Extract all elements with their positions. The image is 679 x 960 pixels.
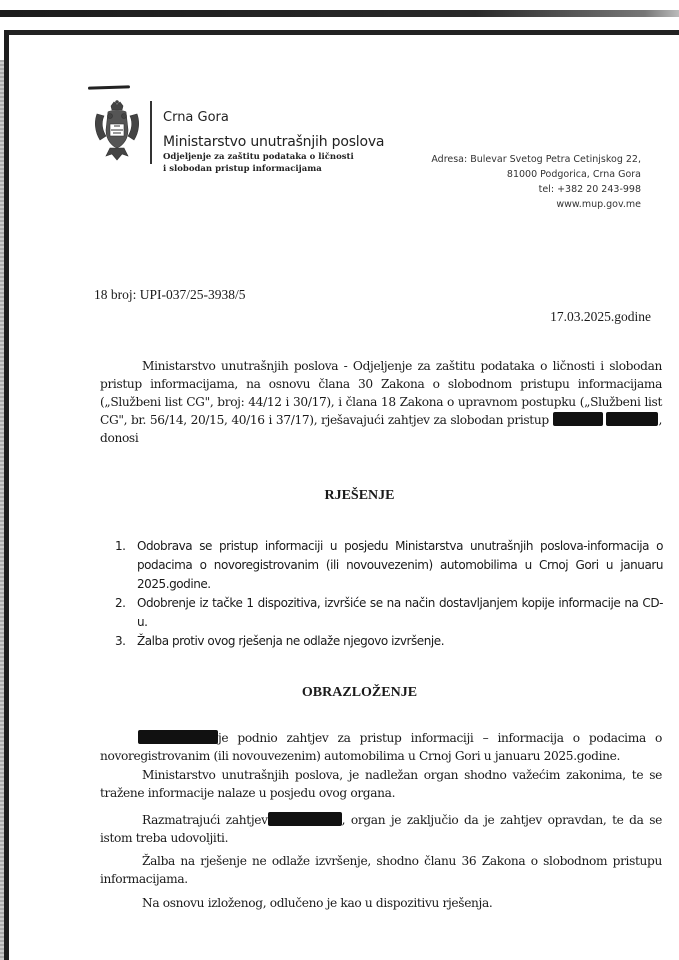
decision-item-text: Žalba protiv ovog rješenja ne odlaže njegovo izvršenje. (137, 634, 445, 648)
decision-item-text: Odobrenje iz tačke 1 dispozitiva, izvršiće se na način dostavljanjem kopije informacije na CD-u. (137, 596, 663, 629)
redaction-box (553, 412, 603, 426)
decision-item-text: Odobrava se pristup informaciji u posjedu Ministarstva unutrašnjih poslova-informacija o podacima o novoregistrovanim (ili novouvezenim) automobilima u Crnoj Gori u januaru 2025.godine. (137, 539, 663, 591)
scan-frame-left (4, 30, 9, 960)
decision-item-number: 3. (115, 634, 126, 648)
department-line-2: i slobodan pristup informacijama (163, 164, 322, 174)
reasoning-paragraph-5 (100, 894, 662, 912)
scan-frame-top (4, 30, 679, 35)
address-website: www.mup.gov.me (556, 199, 641, 210)
reference-number: 18 broj: UPI-037/25-3938/5 (94, 287, 246, 302)
montenegro-coat-of-arms-icon (92, 100, 142, 162)
reasoning-paragraph-3 (100, 811, 662, 847)
intro-paragraph (100, 357, 662, 447)
decision-item-number: 2. (115, 596, 126, 610)
letterhead-divider (150, 101, 152, 164)
ministry-address (431, 152, 641, 212)
decision-list (115, 537, 663, 651)
intro-text-end: , donosi (100, 413, 662, 445)
intro-text: Ministarstvo unutrašnjih poslova - Odjeljenje za zaštitu podataka o ličnosti i slobodan pristup informacijama, na osnovu člana 30 Zakona o slobodnom pristupu informacijama („Službeni list CG", broj: 44/12 i 30/17), i člana 18 Zakona o upravnom postupku („Službeni list CG", br. 56/14, 20/15, 40/16 i 37/17), rješavajući zahtjev za slobodan pristup (100, 359, 662, 427)
decision-item (115, 537, 663, 594)
scan-edge-top (0, 10, 679, 17)
reasoning-p5-text: Na osnovu izloženog, odlučeno je kao u dispozitivu rješenja. (142, 896, 493, 910)
decision-heading: RJEŠENJE (324, 488, 395, 503)
reasoning-paragraph-2 (100, 766, 662, 802)
redaction-box (268, 812, 342, 826)
redaction-box (606, 412, 658, 426)
reasoning-p2-text: Ministarstvo unutrašnjih poslova, je nadležan organ shodno važećim zakonima, te se tražene informacije nalaze u posjedu ovog organa. (100, 768, 662, 800)
pen-mark (88, 85, 130, 89)
address-phone: tel: +382 20 243-998 (538, 184, 641, 195)
department-line-1: Odjeljenje za zaštitu podataka o ličnosti (163, 152, 354, 162)
reasoning-paragraph-1 (100, 729, 662, 765)
ministry-name: Ministarstvo unutrašnjih poslova (163, 134, 385, 150)
letterhead (163, 110, 384, 175)
reasoning-p3-text-end: , organ je zaključio da je zahtjev opravdan, te da se istom treba udovoljiti. (100, 813, 662, 845)
decision-item (115, 594, 663, 632)
reasoning-p1-text: je podnio zahtjev za pristup informaciji – informacija o podacima o novoregistrovanim (ili novouvezenim) automobilima u Crnoj Gori u januaru 2025.godine. (100, 731, 662, 763)
reasoning-paragraph-4 (100, 852, 662, 888)
country-name: Crna Gora (163, 110, 229, 125)
decision-item-number: 1. (115, 539, 126, 553)
reasoning-heading: OBRAZLOŽENJE (301, 685, 418, 700)
scan-edge-left (0, 60, 4, 960)
decision-item (115, 632, 663, 651)
redaction-box (138, 730, 218, 744)
document-date: 17.03.2025.godine (550, 309, 651, 324)
address-city: 81000 Podgorica, Crna Gora (506, 169, 641, 180)
address-street: Adresa: Bulevar Svetog Petra Cetinjskog 22, (431, 154, 641, 165)
reasoning-p3-text: Razmatrajući zahtjev (142, 813, 268, 827)
reasoning-p4-text: Žalba na rješenje ne odlaže izvršenje, shodno članu 36 Zakona o slobodnom pristupu informacijama. (100, 854, 662, 886)
